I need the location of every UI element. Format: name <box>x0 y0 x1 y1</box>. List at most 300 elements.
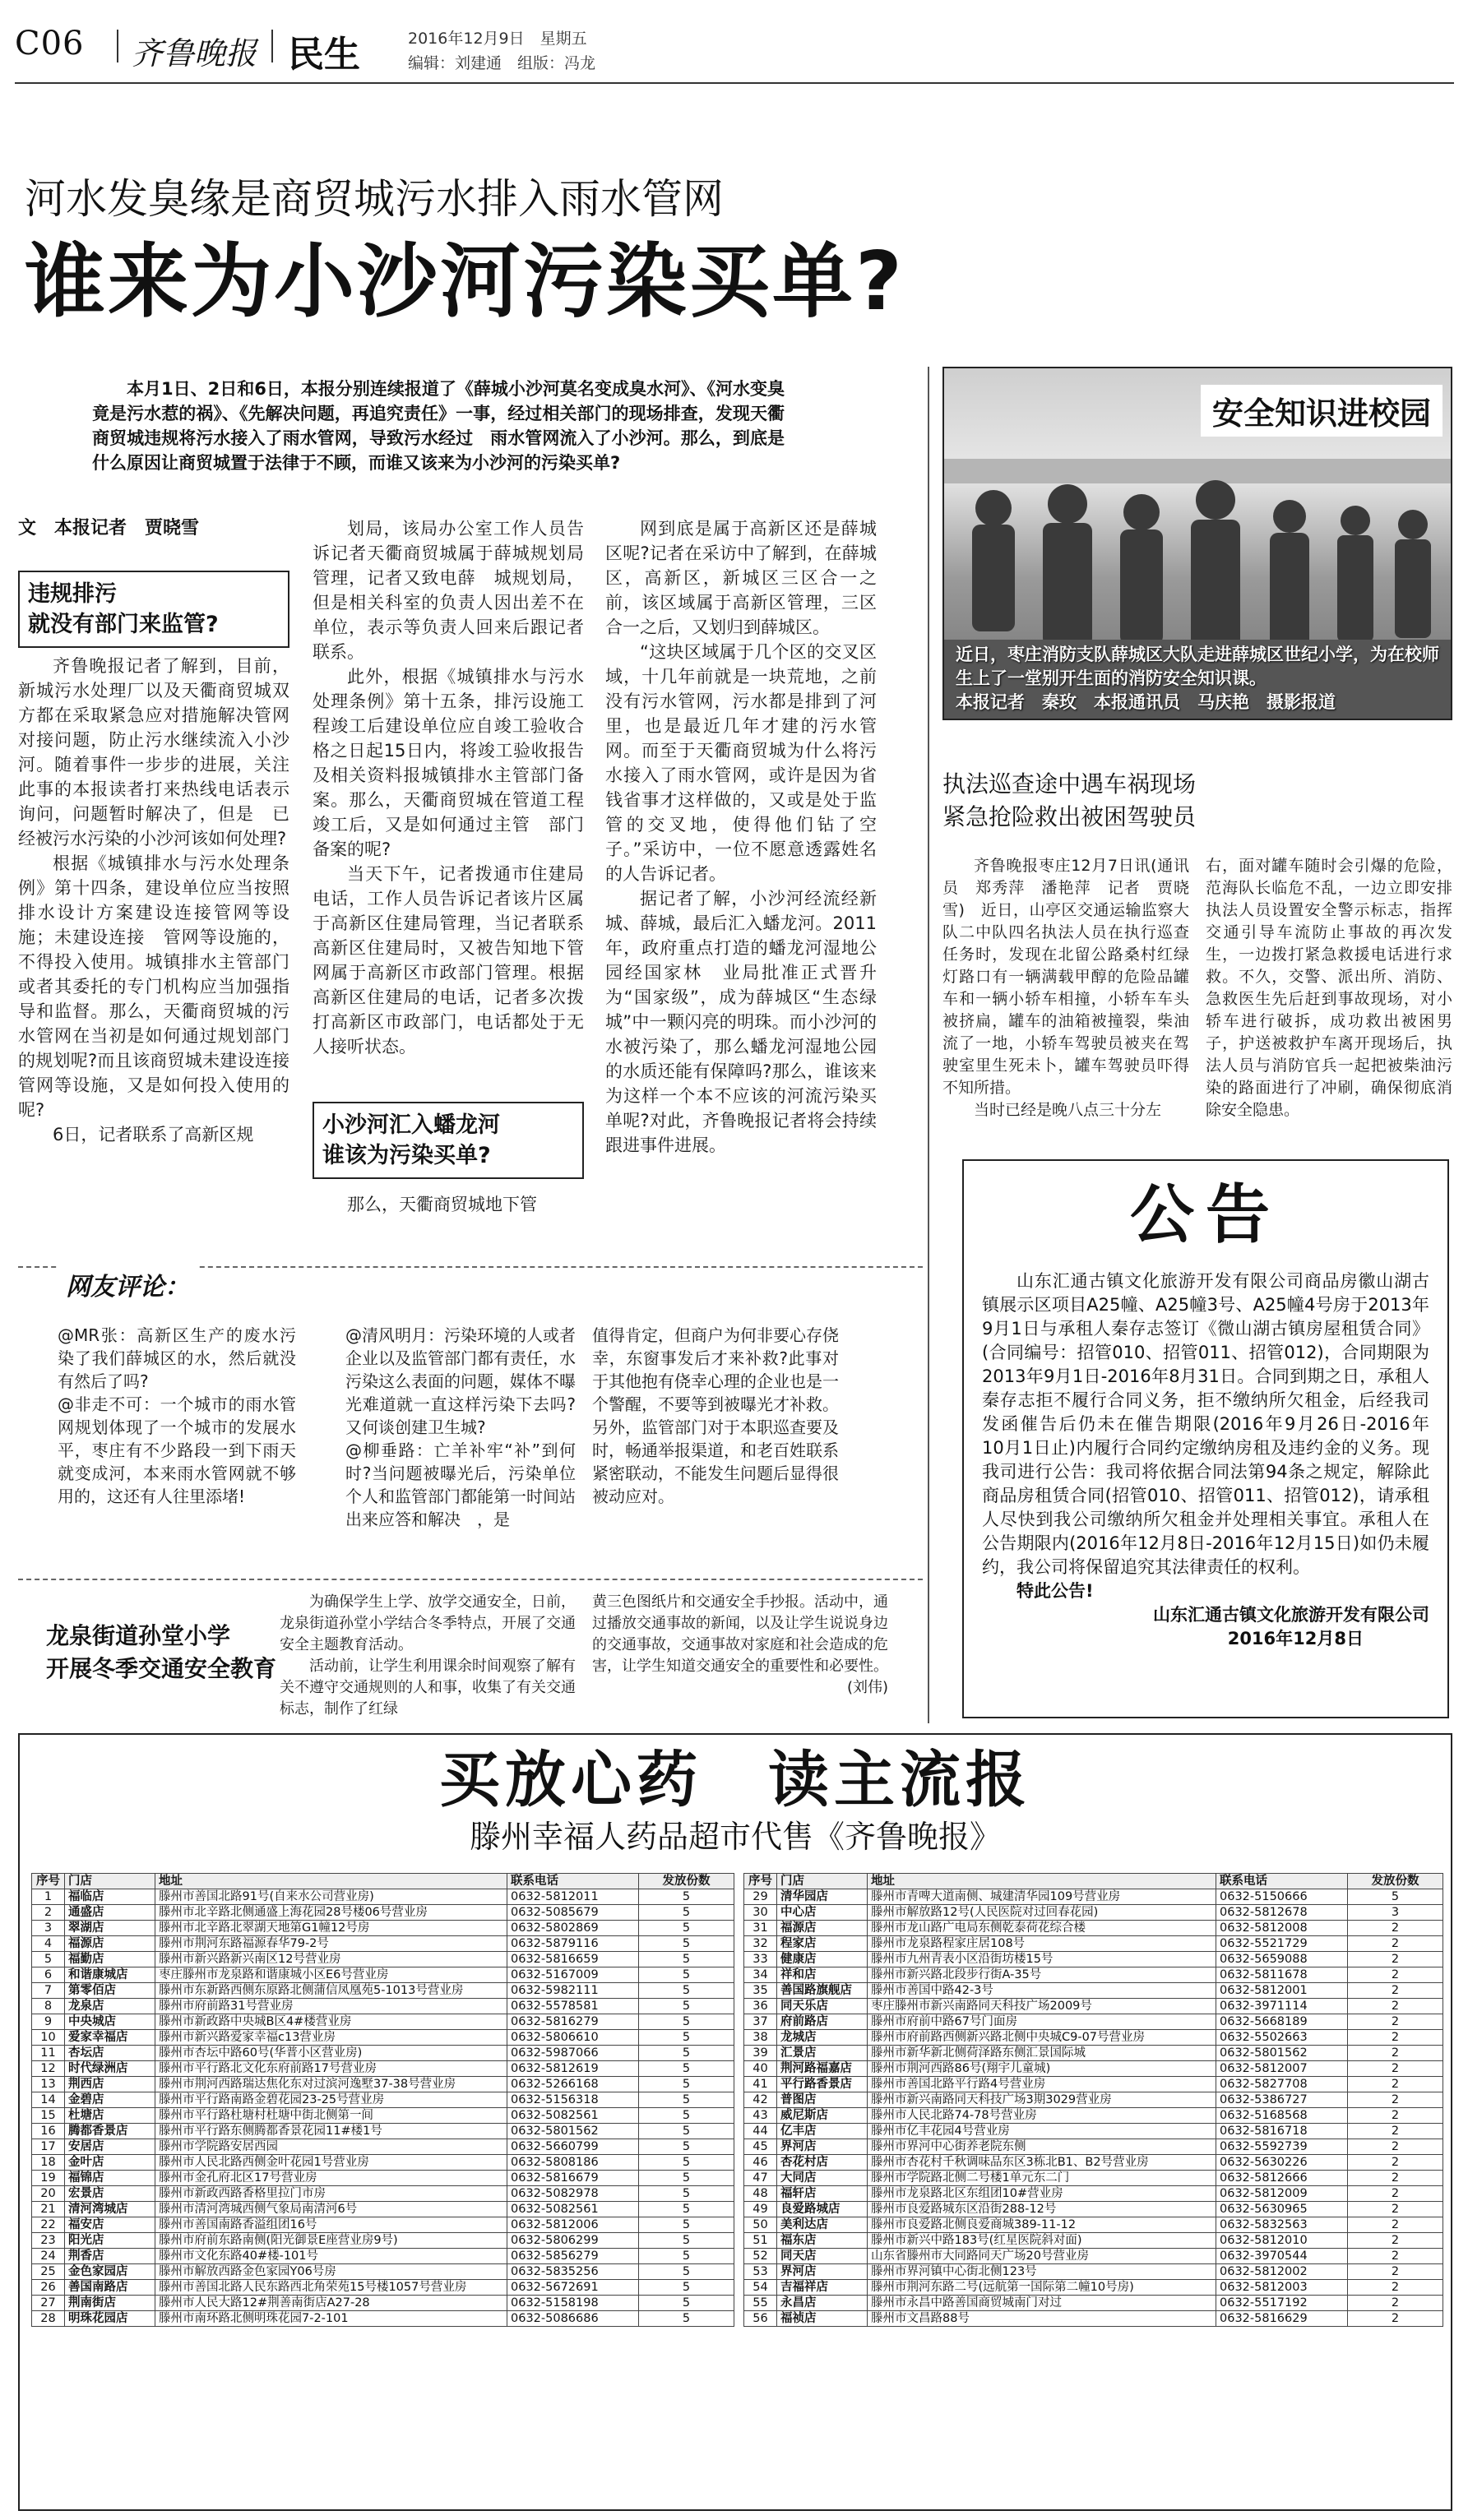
table-cell: 2 <box>1348 1983 1443 1999</box>
table-cell: 滕州市善国中路42-3号 <box>868 1983 1216 1999</box>
table-cell: 0632-5150666 <box>1216 1889 1348 1905</box>
table-cell: 0632-5832563 <box>1216 2217 1348 2233</box>
paragraph: 齐鲁晚报记者了解到，目前，新城污水处理厂以及天衢商贸城双方都在采取紧急应对措施解决管网对接问题，防止污水继续流入小沙河。随着事件一步步的进展，关注此事的本报读者打来热线电话表示询问，问题暂时解决了，但是 已经被污水污染的小沙河该如何处理? <box>18 656 289 848</box>
table-cell: 滕州市善国南路香溢组团16号 <box>155 2217 507 2233</box>
table-cell: 明珠花园店 <box>65 2311 155 2327</box>
school-column-1 <box>280 1592 576 1720</box>
table-cell: 滕州市善国北路平行路4号营业房 <box>868 2077 1216 2092</box>
table-row <box>32 2061 734 2077</box>
table-cell: 山东省滕州市大同路同天广场20号营业房 <box>868 2249 1216 2264</box>
comment: 值得肯定，但商户为何非要心存侥幸，东窗事发后才来补救?此事对于其他抱有侥幸心理的企业也是一个警醒，不要等到被曝光才补救。另外，监管部门对于本职巡查要及时，畅通举报渠道，和老百姓联系紧密联动，不能发生问题后显得很被动应对。 <box>592 1325 839 1506</box>
table-cell: 滕州市良爱路城东区沿街288-12号 <box>868 2202 1216 2217</box>
table-cell: 0632-5982111 <box>507 1983 639 1999</box>
table-cell: 滕州市平行路南路金碧花园23-25号营业房 <box>155 2092 507 2108</box>
table-cell: 0632-3970544 <box>1216 2249 1348 2264</box>
masthead-divider <box>117 30 118 62</box>
table-row <box>32 1921 734 1936</box>
table-cell: 同天乐店 <box>777 1999 868 2014</box>
table-cell: 12 <box>32 2061 65 2077</box>
table-cell: 滕州市荆河西路瑞达焦化东对过滨河逸墅37-38号营业房 <box>155 2077 507 2092</box>
table-cell: 腾都香景店 <box>65 2124 155 2139</box>
school-column-2 <box>592 1592 888 1699</box>
table-cell: 2 <box>1348 2139 1443 2155</box>
table-row <box>744 2171 1443 2186</box>
table-cell: 善国南路店 <box>65 2280 155 2296</box>
table-row <box>32 2046 734 2061</box>
table-cell: 滕州市青啤大道南侧、城建清华园109号营业房 <box>868 1889 1216 1905</box>
table-cell: 5 <box>639 2202 734 2217</box>
table-cell: 滕州市永昌中路善国商贸城南门对过 <box>868 2296 1216 2311</box>
table-cell: 0632-3971114 <box>1216 1999 1348 2014</box>
table-cell: 0632-5816718 <box>1216 2124 1348 2139</box>
table-cell: 金叶店 <box>65 2155 155 2171</box>
table-cell: 滕州市荆河东路二号(远航第一国际第二幢10号房) <box>868 2280 1216 2296</box>
table-cell: 39 <box>744 2046 777 2061</box>
ad-subtitle: 滕州幸福人药品超市代售《齐鲁晚报》 <box>469 1819 1001 1855</box>
table-cell: 50 <box>744 2217 777 2233</box>
table-cell: 时代绿洲店 <box>65 2061 155 2077</box>
table-cell: 33 <box>744 1952 777 1967</box>
table-row <box>744 2139 1443 2155</box>
table-row <box>32 2014 734 2030</box>
table-header-row <box>32 1874 734 1889</box>
table-cell: 2 <box>1348 2124 1443 2139</box>
story-headline: 谁来为小沙河污染买单? <box>25 235 905 329</box>
table-cell: 0632-5987066 <box>507 2046 639 2061</box>
table-cell: 0632-5808186 <box>507 2155 639 2171</box>
masthead <box>15 18 1454 81</box>
table-cell: 健康店 <box>777 1952 868 1967</box>
comment: @柳垂路：亡羊补牢“补”到何时?当问题被曝光后，污染单位个人和监管部门都能第一时间站出来应答和解决 ，是 <box>345 1440 576 1529</box>
table-cell: 5 <box>639 2155 734 2171</box>
photo-title: 安全知识进校园 <box>1201 385 1443 437</box>
section-name: 民生 <box>288 34 360 76</box>
paragraph: 为确保学生上学、放学交通安全，日前，龙泉街道孙堂小学结合冬季特点，开展了交通安全主题教育活动。 <box>280 1593 576 1653</box>
table-row <box>32 1999 734 2014</box>
masthead-rule <box>15 82 1454 84</box>
table-cell: 吉福祥店 <box>777 2280 868 2296</box>
story-lead: 本月1日、2日和6日，本报分别连续报道了《薛城小沙河莫名变成臭水河》、《河水变臭 竟是污水惹的祸》、《先解决问题，再追究责任》一事，经过相关部门的现场排查，发现天衢商贸城违规将污水接入了雨水管网，导致污水经过 雨水管网流入了小沙河。那么，到底是什么原因让商贸城置于法律于不顾，而谁又该来为小沙河的污染买单? <box>92 379 802 473</box>
table-cell: 滕州市界河镇中心街北侧123号 <box>868 2264 1216 2280</box>
table-cell: 0632-5592739 <box>1216 2139 1348 2155</box>
table-cell: 0632-5801562 <box>507 2124 639 2139</box>
table-row <box>744 2186 1443 2202</box>
table-cell: 46 <box>744 2155 777 2171</box>
notice-body: 山东汇通古镇文化旅游开发有限公司商品房徽山湖古镇展示区项目A25幢、A25幢3号、A25幢4号房于2013年9月1日与承租人秦存志签订《微山湖古镇房屋租赁合同》(合同编号：招管010、招管011、招管012)，合同期限为2013年9月1日-2016年8月31日。合同到期之日，承租人秦存志拒不履行合同义务，拒不缴纳所欠租金，后经我司发函催告后仍未在催告期限(2016年9月26日-2016年 10月1日止)内履行合同约定缴纳房租及违约金的义务。现我司进行公告：我司将依据合同法第94条之规定，解除此商品房租赁合同(招管010、招管011、招管012)，请承租人尽快到我公司缴纳所欠租金并处理相关事宜。承租人在公告期限内(2016年12月8日-2016年12月15日)如仍未履约，我公司将保留追究其法律责任的权利。 <box>982 1271 1447 1577</box>
table-cell: 龙泉店 <box>65 1999 155 2014</box>
table-row <box>32 2124 734 2139</box>
table-cell: 5 <box>639 2217 734 2233</box>
subhead-oversight: 违规排污 就没有部门来监管? <box>18 571 289 648</box>
table-cell: 滕州市亿丰花园4号营业房 <box>868 2124 1216 2139</box>
table-cell: 滕州市新政西路香格里拉门市房 <box>155 2186 507 2202</box>
table-cell: 0632-5517192 <box>1216 2296 1348 2311</box>
table-cell: 48 <box>744 2186 777 2202</box>
table-cell: 2 <box>1348 2046 1443 2061</box>
column-header: 序号 <box>32 1874 65 1889</box>
table-cell: 0632-5082561 <box>507 2108 639 2124</box>
table-cell: 滕州市平行路北文化东府前路17号营业房 <box>155 2061 507 2077</box>
table-cell: 滕州市学院路安居西园 <box>155 2139 507 2155</box>
rescue-column-2 <box>1206 855 1452 1121</box>
paragraph: 此外，根据《城镇排水与污水处理条例》第十五条，排污设施工程竣工后建设单位应自竣工验收合格之日起15日内，将竣工验收报告及相关资料报城镇排水主管部门备案。那么，天衢商贸城在管道工程竣工后，又是如何通过主管 部门备案的呢? <box>313 667 584 859</box>
table-cell: 滕州市人民北路西侧金叶花园1号营业房 <box>155 2155 507 2171</box>
table-cell: 15 <box>32 2108 65 2124</box>
table-cell: 滕州市善国北路人民东路西北角荣苑15号楼1057号营业房 <box>155 2280 507 2296</box>
story-column-3 <box>605 516 877 1158</box>
table-cell: 51 <box>744 2233 777 2249</box>
table-row <box>32 2155 734 2171</box>
comment-column-2 <box>345 1324 576 1531</box>
table-header-row <box>744 1874 1443 1889</box>
table-cell: 0632-5816659 <box>507 1952 639 1967</box>
table-cell: 5 <box>639 2311 734 2327</box>
table-cell: 0632-5578581 <box>507 1999 639 2014</box>
table-row <box>744 2249 1443 2264</box>
table-cell: 49 <box>744 2202 777 2217</box>
table-cell: 汇景店 <box>777 2046 868 2061</box>
table-cell: 5 <box>639 1889 734 1905</box>
notice-company: 山东汇通古镇文化旅游开发有限公司 <box>1153 1605 1429 1625</box>
table-cell: 福祯店 <box>777 2311 868 2327</box>
column-header: 发放份数 <box>1348 1874 1443 1889</box>
table-cell: 祥和店 <box>777 1967 868 1983</box>
table-cell: 5 <box>639 2139 734 2155</box>
table-cell: 滕州市新兴路爱家幸福c13营业房 <box>155 2030 507 2046</box>
table-cell: 福东店 <box>777 2233 868 2249</box>
store-table-left <box>31 1873 734 2327</box>
notice-box <box>962 1159 1449 1718</box>
table-cell: 0632-5801562 <box>1216 2046 1348 2061</box>
table-cell: 滕州市金孔府北区17号营业房 <box>155 2171 507 2186</box>
table-cell: 5 <box>639 2186 734 2202</box>
table-cell: 杏坛店 <box>65 2046 155 2061</box>
table-row <box>32 1983 734 1999</box>
table-cell: 滕州市荆河东路福源春华79-2号 <box>155 1936 507 1952</box>
table-cell: 滕州市北辛路北翠湖天地第G1幢12号房 <box>155 1921 507 1936</box>
table-cell: 17 <box>32 2139 65 2155</box>
table-cell: 5 <box>639 2108 734 2124</box>
table-row <box>744 1936 1443 1952</box>
table-cell: 0632-5386727 <box>1216 2092 1348 2108</box>
table-row <box>744 1921 1443 1936</box>
table-cell: 45 <box>744 2139 777 2155</box>
table-cell: 8 <box>32 1999 65 2014</box>
table-cell: 滕州市龙山路广电局东侧乾泰荷花综合楼 <box>868 1921 1216 1936</box>
table-cell: 滕州市新兴路北段步行街A-35号 <box>868 1967 1216 1983</box>
table-cell: 善国路旗舰店 <box>777 1983 868 1999</box>
table-cell: 0632-5812001 <box>1216 1983 1348 1999</box>
table-cell: 19 <box>32 2171 65 2186</box>
table-cell: 荆河路福嘉店 <box>777 2061 868 2077</box>
table-row <box>744 2280 1443 2296</box>
table-cell: 滕州市荆河西路86号(翔宇儿童城) <box>868 2061 1216 2077</box>
paper-name: 齐鲁晚报 <box>132 35 257 72</box>
table-cell: 24 <box>32 2249 65 2264</box>
story-kicker: 河水发臭缘是商贸城污水排入雨水管网 <box>25 175 724 223</box>
table-cell: 滕州市杏花村千秋调味品东区3栋北B1、B2号营业房 <box>868 2155 1216 2171</box>
table-row <box>32 1889 734 1905</box>
table-cell: 滕州市府前中路67号门面房 <box>868 2014 1216 2030</box>
table-cell: 2 <box>1348 1952 1443 1967</box>
table-cell: 56 <box>744 2311 777 2327</box>
notice-end: 特此公告! <box>1016 1581 1094 1601</box>
table-cell: 良爱路城店 <box>777 2202 868 2217</box>
table-cell: 5 <box>639 2061 734 2077</box>
table-cell: 福临店 <box>65 1889 155 1905</box>
table-cell: 14 <box>32 2092 65 2108</box>
table-cell: 2 <box>1348 2311 1443 2327</box>
table-row <box>744 2296 1443 2311</box>
column-header: 序号 <box>744 1874 777 1889</box>
photo-caption: 近日，枣庄消防支队薛城区大队走进薛城区世纪小学，为在校师生上了一堂别开生面的消防安全知识课。 <box>956 645 1439 688</box>
table-cell: 福轩店 <box>777 2186 868 2202</box>
table-cell: 5 <box>639 1952 734 1967</box>
column-header: 门店 <box>65 1874 155 1889</box>
table-cell: 爱家幸福店 <box>65 2030 155 2046</box>
table-cell: 47 <box>744 2171 777 2186</box>
table-cell: 5 <box>32 1952 65 1967</box>
table-cell: 滕州市学院路北侧二号楼1单元东二门 <box>868 2171 1216 2186</box>
table-cell: 30 <box>744 1905 777 1921</box>
table-cell: 滕州市龙泉路北区东组团10#营业房 <box>868 2186 1216 2202</box>
table-cell: 滕州市文昌路88号 <box>868 2311 1216 2327</box>
table-cell: 清华园店 <box>777 1889 868 1905</box>
page-number: C06 <box>15 25 85 62</box>
table-cell: 滕州市府前路31号营业房 <box>155 1999 507 2014</box>
table-cell: 4 <box>32 1936 65 1952</box>
table-cell: 0632-5806299 <box>507 2233 639 2249</box>
table-cell: 0632-5167009 <box>507 1967 639 1983</box>
table-cell: 滕州市龙泉路程家庄居108号 <box>868 1936 1216 1952</box>
table-cell: 7 <box>32 1983 65 1999</box>
table-cell: 滕州市九州青表小区沿街坊楼15号 <box>868 1952 1216 1967</box>
table-cell: 滕州市新华新北侧荷泽路东侧汇景国际城 <box>868 2046 1216 2061</box>
table-row <box>32 1967 734 1983</box>
column-header: 联系电话 <box>1216 1874 1348 1889</box>
table-cell: 5 <box>639 2233 734 2249</box>
table-row <box>32 2077 734 2092</box>
table-cell: 53 <box>744 2264 777 2280</box>
table-cell: 35 <box>744 1983 777 1999</box>
table-cell: 5 <box>639 1921 734 1936</box>
table-cell: 2 <box>32 1905 65 1921</box>
table-cell: 福安店 <box>65 2217 155 2233</box>
photo-credit: 本报记者 秦玫 本报通讯员 马庆艳 摄影报道 <box>956 692 1336 712</box>
table-cell: 界河店 <box>777 2139 868 2155</box>
table-row <box>32 2296 734 2311</box>
table-cell: 0632-5672691 <box>507 2280 639 2296</box>
issue-date: 2016年12月9日 星期五 <box>408 30 587 48</box>
table-row <box>744 2061 1443 2077</box>
table-cell: 5 <box>639 2092 734 2108</box>
table-cell: 0632-5816279 <box>507 2014 639 2030</box>
table-cell: 金碧店 <box>65 2092 155 2108</box>
rescue-column-1 <box>942 855 1189 1121</box>
table-cell: 滕州市杏坛中路60号(华普小区营业房) <box>155 2046 507 2061</box>
subhead-responsibility: 小沙河汇入蟠龙河 谁该为污染买单? <box>313 1102 584 1179</box>
table-cell: 0632-5086686 <box>507 2311 639 2327</box>
table-cell: 滕州市新兴路新兴南区12号营业房 <box>155 1952 507 1967</box>
column-rule <box>928 367 929 1723</box>
table-cell: 0632-5812002 <box>1216 2264 1348 2280</box>
table-cell: 滕州市善国北路91号(自来水公司营业房) <box>155 1889 507 1905</box>
table-row <box>744 2030 1443 2046</box>
table-cell: 美利达店 <box>777 2217 868 2233</box>
table-cell: 5 <box>639 2124 734 2139</box>
table-cell: 0632-5502663 <box>1216 2030 1348 2046</box>
table-cell: 龙城店 <box>777 2030 868 2046</box>
table-cell: 20 <box>32 2186 65 2202</box>
comments-bottom-rule <box>18 1579 923 1580</box>
table-row <box>744 2311 1443 2327</box>
table-cell: 0632-5812007 <box>1216 2061 1348 2077</box>
news-photo <box>942 367 1452 720</box>
table-row <box>32 2311 734 2327</box>
table-cell: 0632-5630226 <box>1216 2155 1348 2171</box>
table-cell: 43 <box>744 2108 777 2124</box>
table-cell: 2 <box>1348 2264 1443 2280</box>
table-cell: 2 <box>1348 2092 1443 2108</box>
table-cell: 0632-5816629 <box>1216 2311 1348 2327</box>
table-cell: 2 <box>1348 1921 1443 1936</box>
table-cell: 永昌店 <box>777 2296 868 2311</box>
table-cell: 2 <box>1348 2014 1443 2030</box>
table-row <box>32 2092 734 2108</box>
table-cell: 福源店 <box>777 1921 868 1936</box>
story-column-2 <box>313 516 584 1059</box>
column-header: 地址 <box>868 1874 1216 1889</box>
table-cell: 0632-5168568 <box>1216 2108 1348 2124</box>
table-cell: 滕州市府前路西侧新兴路北侧中央城C9-07号营业房 <box>868 2030 1216 2046</box>
table-cell: 11 <box>32 2046 65 2061</box>
table-cell: 55 <box>744 2296 777 2311</box>
table-cell: 界河店 <box>777 2264 868 2280</box>
table-cell: 2 <box>1348 2202 1443 2217</box>
paragraph: “这块区域属于几个区的交叉区域，十几年前就是一块荒地，之前没有污水管网，污水都是排到了河里，也是最近几年才建的污水管网。而至于天衢商贸城为什么将污水接入了雨水管网，或许是因为省钱省事才这样做的，又或是处于监管的交叉地，使得他们钻了空子。”采访中，一位不愿意透露姓名的人告诉记者。 <box>605 642 877 884</box>
table-cell: 滕州市平行路杜塘村杜塘中街北侧第一间 <box>155 2108 507 2124</box>
table-cell: 0632-5812619 <box>507 2061 639 2077</box>
table-cell: 滕州市界河中心街养老院东侧 <box>868 2139 1216 2155</box>
table-cell: 3 <box>1348 1905 1443 1921</box>
table-cell: 26 <box>32 2280 65 2296</box>
paragraph: 根据《城镇排水与污水处理条例》第十四条，建设单位应当按照排水设计方案建设连接管网等设施；未建设连接 管网等设施的，不得投入使用。城镇排水主管部门或者其委托的专门机构应当加强指导和监督。那么，天衢商贸城的污 水管网在当初是如何通过规划部门的规划呢?而且该商贸城未建设连接管网等设施，又是如何投入使用的呢? <box>18 853 307 1120</box>
table-row <box>744 2014 1443 2030</box>
table-cell: 40 <box>744 2061 777 2077</box>
ad-box <box>18 1733 1452 2511</box>
table-cell: 程家店 <box>777 1936 868 1952</box>
table-cell: 杜塘店 <box>65 2108 155 2124</box>
table-cell: 5 <box>639 2296 734 2311</box>
table-cell: 滕州市南环路北侧明珠花园7-2-101 <box>155 2311 507 2327</box>
table-cell: 34 <box>744 1967 777 1983</box>
table-row <box>32 2217 734 2233</box>
table-cell: 0632-5827708 <box>1216 2077 1348 2092</box>
table-cell: 5 <box>639 1967 734 1983</box>
table-cell: 5 <box>639 1999 734 2014</box>
table-cell: 0632-5812003 <box>1216 2280 1348 2296</box>
table-cell: 大同店 <box>777 2171 868 2186</box>
table-row <box>32 2030 734 2046</box>
table-cell: 2 <box>1348 2296 1443 2311</box>
table-cell: 滕州市解放路12号(人民医院对过回春花园) <box>868 1905 1216 1921</box>
table-cell: 3 <box>32 1921 65 1936</box>
table-cell: 6 <box>32 1967 65 1983</box>
table-cell: 2 <box>1348 2155 1443 2171</box>
table-cell: 通盛店 <box>65 1905 155 1921</box>
table-cell: 36 <box>744 1999 777 2014</box>
comments-title: 网友评论： <box>58 1266 197 1302</box>
table-row <box>32 2186 734 2202</box>
table-row <box>744 1905 1443 1921</box>
table-cell: 荆西店 <box>65 2077 155 2092</box>
table-cell: 府前路店 <box>777 2014 868 2030</box>
table-cell: 2 <box>1348 2233 1443 2249</box>
paragraph: 齐鲁晚报枣庄12月7日讯(通讯员 郑秀萍 潘艳萍 记者 贾晓雪) 近日，山亭区交通运输监察大队二中队四名执法人员在执行巡查任务时，发现在北留公路桑村红绿灯路口有一辆满载甲醇的危险品罐车和一辆小轿车相撞，小轿车车头被挤扁，罐车的油箱被撞裂，柴油流了一地，小轿车驾驶员被夹在驾驶室里生死未卜，罐车驾驶员吓得不知所措。 <box>942 857 1189 1097</box>
table-cell: 5 <box>639 2046 734 2061</box>
table-cell: 16 <box>32 2124 65 2139</box>
table-row <box>744 2077 1443 2092</box>
table-cell: 29 <box>744 1889 777 1905</box>
table-cell: 0632-5806610 <box>507 2030 639 2046</box>
table-cell: 5 <box>639 1983 734 1999</box>
table-cell: 福锦店 <box>65 2171 155 2186</box>
table-cell: 2 <box>1348 1967 1443 1983</box>
table-cell: 宏景店 <box>65 2186 155 2202</box>
table-cell: 杏花村店 <box>777 2155 868 2171</box>
table-cell: 13 <box>32 2077 65 2092</box>
paragraph: 当天下午，记者拨通市住建局电话，工作人员告诉记者该片区属于高新区住建局管理，当记者联系高新区住建局时，又被告知地下管网属于高新区市政部门管理。根据高新区住建局的电话，记者多次拨打高新区市政部门，电话都处于无人接听状态。 <box>313 864 584 1057</box>
table-row <box>32 1905 734 1921</box>
table-row <box>744 2046 1443 2061</box>
table-cell: 0632-5802869 <box>507 1921 639 1936</box>
table-cell: 福勤店 <box>65 1952 155 1967</box>
table-row <box>744 1889 1443 1905</box>
table-row <box>744 2233 1443 2249</box>
comment: @清风明月：污染环境的人或者企业以及监管部门都有责任，水污染这么表面的问题，媒体不曝光难道就一直这样污染下去吗?又何谈创建卫生城? <box>345 1325 576 1437</box>
table-cell: 枣庄滕州市新兴南路同天科技广场2009号 <box>868 1999 1216 2014</box>
table-row <box>744 1999 1443 2014</box>
table-cell: 0632-5085679 <box>507 1905 639 1921</box>
table-cell: 54 <box>744 2280 777 2296</box>
table-cell: 和谐康城店 <box>65 1967 155 1983</box>
table-cell: 21 <box>32 2202 65 2217</box>
table-cell: 31 <box>744 1921 777 1936</box>
table-cell: 滕州市清河湾城西侧气象局南清河6号 <box>155 2202 507 2217</box>
table-cell: 金色家园店 <box>65 2264 155 2280</box>
table-cell: 2 <box>1348 2217 1443 2233</box>
table-cell: 安居店 <box>65 2139 155 2155</box>
table-cell: 0632-5835256 <box>507 2264 639 2280</box>
school-author: (刘伟) <box>846 1679 888 1696</box>
table-row <box>744 2264 1443 2280</box>
table-row <box>32 2139 734 2155</box>
column-header: 联系电话 <box>507 1874 639 1889</box>
comment: @MR张：高新区生产的废水污染了我们薛城区的水，然后就没有然后了吗? <box>58 1325 296 1391</box>
table-row <box>32 2249 734 2264</box>
table-cell: 荆南街店 <box>65 2296 155 2311</box>
column-header: 地址 <box>155 1874 507 1889</box>
comment-column-1 <box>58 1324 296 1508</box>
table-cell: 5 <box>639 2264 734 2280</box>
table-cell: 阳光店 <box>65 2233 155 2249</box>
table-cell: 威尼斯店 <box>777 2108 868 2124</box>
table-cell: 滕州市平行路东侧腾都香景花园11#楼1号 <box>155 2124 507 2139</box>
story-column-1 <box>18 654 307 1147</box>
table-cell: 18 <box>32 2155 65 2171</box>
table-cell: 25 <box>32 2264 65 2280</box>
table-cell: 0632-5812009 <box>1216 2186 1348 2202</box>
